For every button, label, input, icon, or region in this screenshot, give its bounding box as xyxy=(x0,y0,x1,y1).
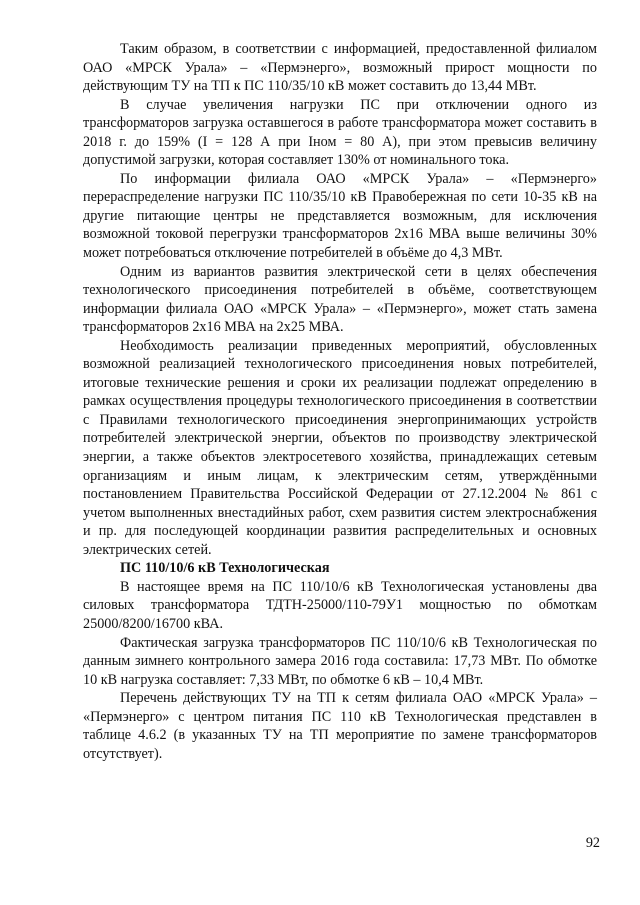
paragraph-load-redistribution: По информации филиала ОАО «МРСК Урала» – «Пермэнерго» перераспределение нагрузки ПС 110/35/10 кВ Правобережная по сети 10-35 кВ на другие питающие центры не представляется возможным, для исключения возможной токовой перегрузки трансформаторов 2х16 МВА выше величины 30% может потребоваться отключение потребителей в объёме до 4,3 МВт. xyxy=(83,170,597,262)
paragraph-tu-list: Перечень действующих ТУ на ТП к сетям филиала ОАО «МРСК Урала» – «Пермэнерго» с центром питания ПС 110 кВ Технологическая представлен в таблице 4.6.2 (в указанных ТУ на ТП мероприятие по замене трансформаторов отсутствует). xyxy=(83,690,597,762)
document-page xyxy=(83,40,597,763)
section-heading: ПС 110/10/6 кВ Технологическая xyxy=(120,560,330,577)
paragraph-connection-procedure: Необходимость реализации приведенных мероприятий, обусловленных возможной реализацией технологического присоединения новых потребителей, итоговые технические решения и сроки их реализации подлежат определению в рамках осуществления процедуры технологического присоединения в соответствии с Правилами технологического присоединения энергопринимающих устройств потребителей электрической энергии, объектов по производству электрической энергии, а также объектов электросетевого хозяйства, принадлежащих сетевым организациям и иным лицам, к электрическим сетям, утверждёнными постановлением Правительства Российской Федерации от 27.12.2004 № 861 с учетом выполненных внестадийных работ, схем развития систем электроснабжения и пр. для последующей координации развития распределительных и основных электрических сетей. xyxy=(83,337,597,558)
paragraph-actual-load: Фактическая загрузка трансформаторов ПС 110/10/6 кВ Технологическая по данным зимнего контрольного замера 2016 года составила: 17,73 МВт. По обмотке 10 кВ нагрузка составляет: 7,33 МВт, по обмотке 6 кВ – 10,4 МВт. xyxy=(83,634,597,688)
paragraph-transformer-replacement: Одним из вариантов развития электрической сети в целях обеспечения технологического присоединения потребителей в объёме, соответствующем информации филиала ОАО «МРСК Урала» – «Пермэнерго», может стать замена трансформаторов 2х16 МВА на 2х25 МВА. xyxy=(83,263,597,336)
paragraph-growth-potential: Таким образом, в соответствии с информацией, предоставленной филиалом ОАО «МРСК Урала» – «Пермэнерго», возможный прирост мощности по действующим ТУ на ТП к ПС 110/35/10 кВ может составить до 13,44 МВт. xyxy=(83,41,597,95)
page-number: 92 xyxy=(585,835,600,851)
paragraph-installed-transformers: В настоящее время на ПС 110/10/6 кВ Технологическая установлены два силовых трансформатора ТДТН-25000/110-79У1 мощностью по обмоткам 25000/8200/16700 кВА. xyxy=(83,578,597,632)
paragraph-transformer-overload: В случае увеличения нагрузки ПС при отключении одного из трансформаторов загрузка оставшегося в работе трансформатора может составить в 2018 г. до 159% (I = 128 А при Iном = 80 А), при этом превысив величину допустимой загрузки, которая составляет 130% от номинального тока. xyxy=(83,96,597,169)
